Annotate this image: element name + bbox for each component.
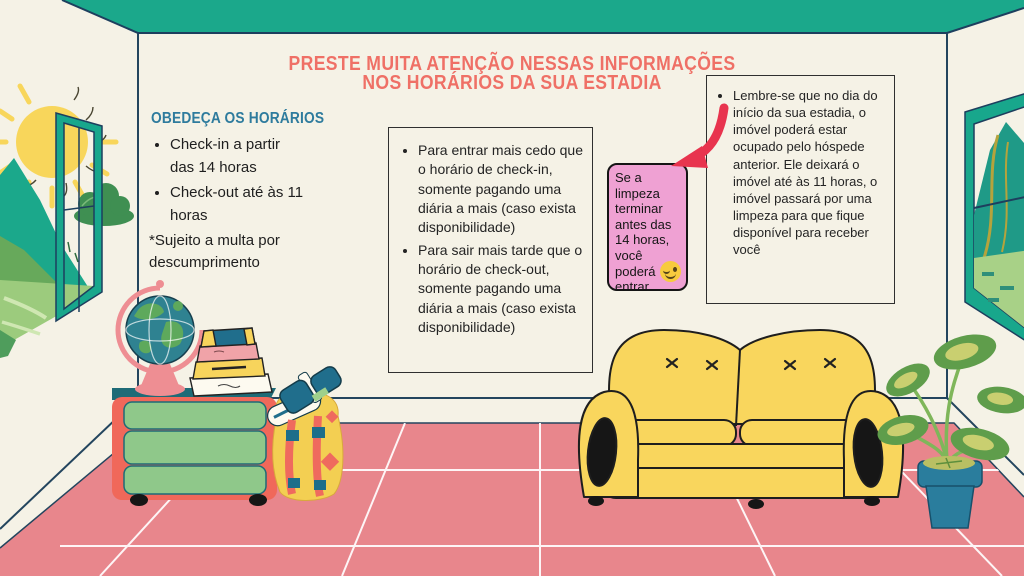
early-late-box [388,127,593,373]
list-item: • Check-out até às 11 horas [170,182,306,227]
bubble-text: Se a limpeza terminar antes das 14 horas, você poderá entrar [615,170,672,295]
list-item: • Para entrar mais cedo que o horário de check-in, somente pagando uma diária a mais (caso exista disponibilidade) [418,141,587,238]
schedule-heading: OBEDEÇA OS HORÁRIOS [151,110,325,127]
winking-face-emoji [660,261,681,282]
cleaning-bubble [607,163,688,295]
early-late-list [391,141,587,337]
title-line-1: PRESTE MUITA ATENÇÃO NESSAS INFORMAÇÕES [288,53,736,75]
penalty-footnote: *Sujeito a multa por descumprimento [149,232,280,271]
reminder-list [709,87,890,259]
dresser-illustration [112,388,277,506]
ceiling [62,0,1024,33]
smile-mouth [665,271,676,279]
list-item: • Para sair mais tarde que o horário de check-out, somente pagando uma diária a mais (caso exista disponibilidade) [418,241,587,338]
sofa-illustration [579,330,903,509]
title-line-2: NOS HORÁRIOS DA SUA ESTADIA [362,72,662,94]
list-item: • Check-in a partir das 14 horas [170,134,306,179]
schedule-panel [149,110,337,274]
schedule-list [149,134,337,227]
reminder-box [706,75,895,304]
list-item: • Lembre-se que no dia do início da sua estadia, o imóvel poderá estar ocupado pelo hóspede anterior. Ele deixará o imóvel até às 11 horas, o imóvel passará por uma limpeza para que fique disponível para receber você [733,87,890,259]
